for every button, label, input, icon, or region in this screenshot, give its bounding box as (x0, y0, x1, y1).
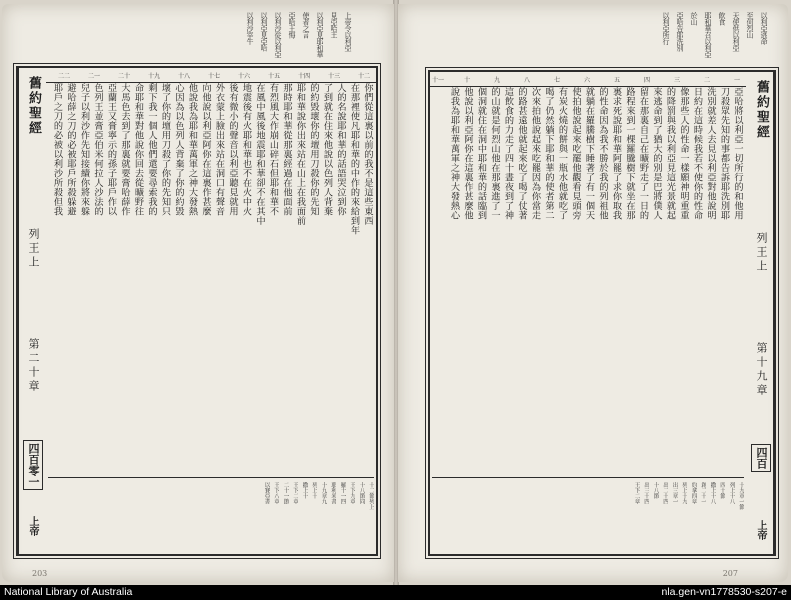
text-column: 耶和華說你出來站在山上在我面前 (294, 83, 306, 226)
library-credit: National Library of Australia (4, 586, 133, 598)
text-column: 色列王並膏亞伯米何拉人沙法的 (92, 83, 103, 216)
verse-number-row (430, 72, 746, 87)
text-column: 個洞就住在洞中耶和華的話臨到 (475, 87, 487, 220)
left-side-strip (18, 68, 45, 554)
bottom-note: 耶利米書 (330, 482, 336, 504)
text-column: 使拍他說起來吃罷他觀看見頭旁 (570, 87, 581, 220)
verse-number-row (46, 68, 376, 83)
page-number: 四百 (751, 444, 771, 472)
top-note: 耶和華召以利亞 (704, 12, 712, 58)
text-column: 亞哈將以利亞一切所行的和他用 (732, 87, 743, 220)
top-note: 以利亞見耶和華 (316, 12, 324, 58)
text-column: 的山就是何烈山他在那裏進了一 (489, 87, 500, 220)
running-title: 舊約聖經 (26, 76, 41, 136)
verse-number: 十 (463, 77, 470, 84)
viewer-footer (0, 585, 791, 600)
foot-mark: 203 (32, 569, 48, 578)
right-top-notes (468, 12, 768, 62)
text-column: 後有微小的聲音以利亞聽見就用 (227, 83, 238, 216)
verse-number: 十九 (147, 73, 160, 80)
verse-number: 十七 (207, 73, 220, 80)
text-column: 了到就在住來他說以色列人背棄 (321, 83, 333, 216)
verse-number: 十二 (357, 73, 370, 80)
text-column: 說我為耶和華萬軍之神大發熱心 (448, 87, 460, 220)
text-column: 在那裡使凡耶和華的中作的來給到年 (348, 83, 360, 235)
bottom-note: 出二十四 (662, 482, 668, 504)
text-column: 他說我為耶和華萬軍之神大發熱 (186, 83, 198, 216)
top-note: 以利亞逃命 (760, 12, 768, 45)
text-column: 那時耶和華從那裏經過在他面前 (281, 83, 292, 216)
text-column: 次來拍他說起來吃罷因為你當走 (529, 87, 541, 220)
volume-mark: 上帝 (27, 516, 38, 536)
left-text-frame (16, 66, 378, 556)
text-column: 你們從這裏以前的我不是這些東西 (362, 83, 373, 226)
text-column: 大馬色去到了那裏就要膏哈薛作 (119, 83, 130, 216)
top-note: 以利亞所行 (662, 12, 670, 45)
text-column: 亞蘭王又膏寧示的孫子耶戶作以 (105, 83, 117, 216)
right-bottom-notes (432, 477, 744, 550)
book-name: 列王上 (27, 228, 40, 270)
text-column: 剩下我一個人他們還要尋索我的 (146, 83, 157, 216)
book-name: 列王上 (755, 232, 768, 274)
page-number: 四百零一 (23, 440, 43, 490)
verse-number: 十三 (327, 73, 340, 80)
bottom-note: 十八節 (652, 482, 659, 499)
verse-number: 二一 (87, 73, 100, 80)
text-column: 日約在這時候我若不使你的性命 (691, 87, 703, 220)
verse-number: 五 (613, 77, 620, 84)
text-column: 向他說以利亞阿你在這裏作甚麼 (200, 83, 211, 216)
bottom-note: 出三十四 (643, 482, 649, 504)
chapter-label: 第十九章 (755, 342, 768, 398)
bottom-note: 羅十一四 (339, 482, 346, 504)
right-side-strip (747, 72, 774, 554)
bottom-note: 十九章一節 (738, 482, 744, 510)
bottom-note: 四十節 (719, 482, 725, 499)
bottom-note: 王下八章 (273, 482, 279, 504)
bottom-note: 撒上十 (301, 482, 308, 499)
bottom-note: 王下二章 (292, 482, 298, 504)
verse-number: 十四 (297, 73, 310, 80)
bottom-note: 列上十九 (681, 482, 687, 504)
verse-number: 一 (733, 77, 740, 84)
text-column: 有烈風大作崩山碎石但耶和華不 (267, 83, 279, 216)
foot-mark: 207 (722, 569, 738, 578)
text-column: 喝了仍然躺下耶和華的使者第二 (543, 87, 554, 220)
verse-number: 十八 (177, 73, 190, 80)
text-column: 留在那裏自己在曠野走了一日的 (637, 87, 649, 220)
right-text-columns (432, 87, 744, 476)
text-column: 耶戶之刀的必被以利沙所殺但我 (51, 83, 63, 216)
verse-number: 三 (673, 77, 680, 84)
top-note: 亞哈告耶洗別 (676, 12, 684, 51)
text-column: 他說以利亞阿你在這裏作甚麼他 (462, 87, 473, 220)
bottom-note: 出三章一 (671, 482, 678, 504)
left-bottom-notes (48, 477, 374, 550)
bottom-note: 以賽亞書 (263, 482, 270, 504)
bottom-note: 約拿四章 (690, 482, 697, 504)
image-identifier: nla.gen-vn1778530-s207-e (661, 586, 787, 598)
verse-number: 八 (523, 77, 530, 84)
bottom-note: 二十一節 (282, 482, 289, 504)
text-column: 的降罰與我以利亞見這光景就起 (664, 87, 676, 220)
text-column: 兒子以利沙作先知接續你將來躲 (78, 83, 90, 216)
top-note: 至何烈山 (746, 12, 754, 38)
top-note: 亞哈王悔 (288, 12, 296, 38)
text-column: 地震後有火耶和華也不在火中火 (240, 83, 252, 216)
verse-number: 十一 (431, 77, 444, 84)
bottom-note: 列上十八 (728, 482, 735, 504)
verse-number: 十六 (237, 73, 250, 80)
top-note: 上帝令以利亞 (344, 12, 352, 51)
text-column: 在風中風後地震耶和華卻不在其中 (254, 83, 265, 226)
top-note: 見亞哈王 (330, 12, 338, 38)
verse-number: 二 (703, 77, 710, 84)
right-text-frame (428, 70, 776, 556)
verse-number: 十五 (267, 73, 280, 80)
text-column: 的路甚遠他就起來吃了喝了仗著 (516, 87, 527, 220)
verse-number: 九 (493, 77, 500, 84)
top-note: 天使供以利亞 (732, 12, 740, 51)
bottom-note: 王下九章 (349, 482, 355, 504)
bottom-note: 十九章九 (320, 482, 327, 504)
text-column: 有炭火燒的餅與一瓶水他就吃了 (556, 87, 568, 220)
text-column: 這飲食的力走了四十晝夜到了神 (502, 87, 514, 220)
text-column: 來逃命到了猶大的別是巴將僕人 (651, 87, 662, 220)
top-note: 飲食 (718, 12, 726, 25)
text-column: 裏求死說耶和華阿罷了求你取我 (610, 87, 622, 220)
top-note: 使者之言 (302, 12, 310, 38)
text-column: 洗別就差人去見以利亞對他說明 (705, 87, 716, 220)
text-column: 命耶和華對他說你回去從曠野往 (132, 83, 144, 216)
verse-number: 四 (643, 77, 650, 84)
left-top-notes (62, 12, 352, 62)
verse-number: 二二 (57, 73, 70, 80)
text-column: 外衣蒙上臉出來站在洞口有聲音 (213, 83, 225, 216)
running-title: 舊約聖經 (754, 80, 769, 140)
volume-mark: 上帝 (755, 520, 766, 540)
text-column: 刀殺眾先知的事都告訴耶洗別耶 (718, 87, 730, 220)
top-note: 以利沙宰牛 (246, 12, 254, 45)
bottom-note: 十二節列上 (368, 482, 374, 510)
text-column: 心因為以色列人背棄了你的約毀 (173, 83, 184, 216)
text-column: 的約毀壞你的壇用刀殺你的先知 (308, 83, 319, 216)
left-text-columns (48, 83, 374, 476)
text-column: 的性命因為我不勝於我的列祖他 (597, 87, 608, 220)
text-column: 路程來到一棵羅騰樹下就坐在那 (624, 87, 635, 220)
text-column: 人的名說耶和華的話語哭泣到你 (335, 83, 346, 216)
text-column: 就躺在羅騰樹下睡著了有一個天 (583, 87, 595, 220)
bottom-note: 王下二章 (633, 482, 640, 504)
text-column: 像那些人的性命一樣願神明重重 (678, 87, 689, 220)
right-page (398, 4, 788, 582)
top-note: 以利亞見亞哈 (260, 12, 268, 51)
text-column: 壞了你的壇用刀殺了你的先知只 (159, 83, 171, 216)
top-note: 於山 (690, 12, 698, 25)
verse-number: 七 (553, 77, 560, 84)
verse-number: 六 (583, 77, 590, 84)
left-page (2, 4, 394, 582)
bottom-note: 列上十 (311, 482, 317, 499)
chapter-label: 第二十章 (27, 338, 40, 394)
top-note: 以利沙從以利亞 (274, 12, 282, 58)
bottom-note: 撒上十八 (709, 482, 716, 504)
bottom-note: 十八節同 (358, 482, 365, 504)
verse-number: 二十 (117, 73, 130, 80)
bottom-note: 創二十一 (700, 482, 706, 504)
text-column: 避哈薛之刀的必被耶戶所殺躲避 (65, 83, 76, 216)
